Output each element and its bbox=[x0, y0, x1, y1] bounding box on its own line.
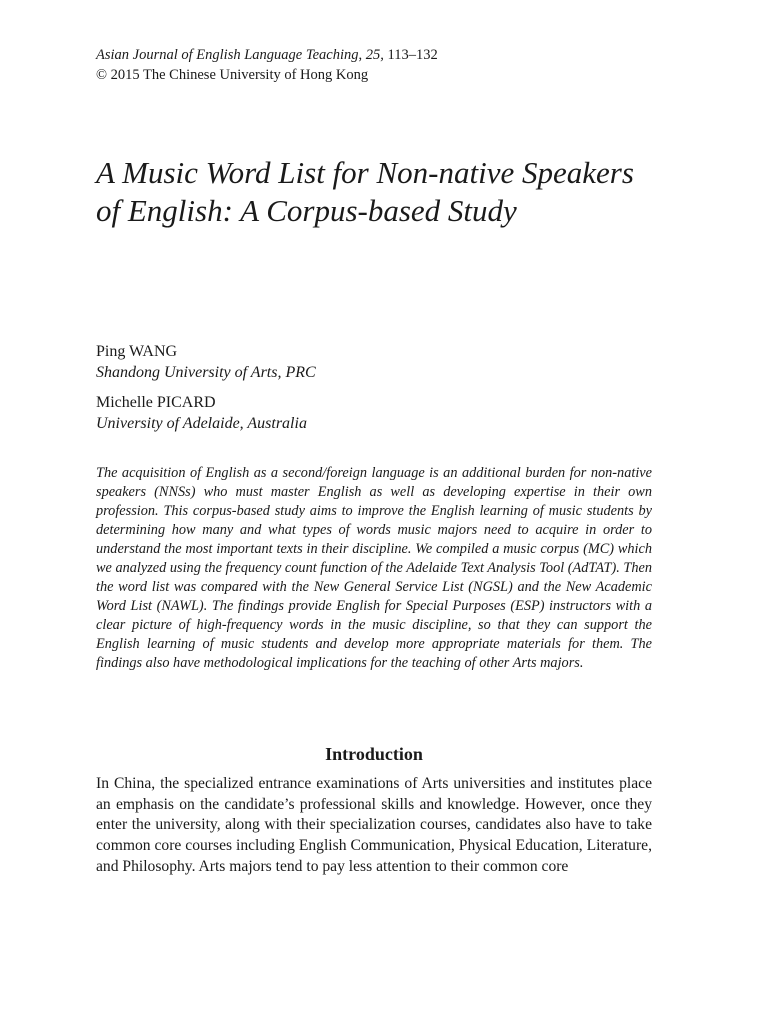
copyright-line: © 2015 The Chinese University of Hong Kong bbox=[96, 67, 369, 83]
author-name: Ping WANG bbox=[96, 343, 178, 360]
paper-page bbox=[96, 0, 652, 1024]
paper-title: A Music Word List for Non-native Speakers of English: A Corpus-based Study bbox=[96, 155, 634, 228]
journal-header bbox=[96, 45, 438, 85]
abstract: The acquisition of English as a second/foreign language is an additional burden for non-native speakers (NNSs) who must master English as well as developing expertise in their own profession. This corpus-based study aims to improve the English learning of music students by determining how many and what types of words music majors need to acquire in order to understand the most important texts in their discipline. We compiled a music corpus (MC) which we analyzed using the frequency count function of the Adelaide Text Analysis Tool (AdTAT). Then the word list was compared with the New General Service List (NGSL) and the New Academic Word List (NAWL). The findings provide English for Special Purposes (ESP) instructors with a clear picture of high-frequency words in the music discipline, so that they can support the English learning of music students and develop more appropriate materials for them. The findings also have methodological implications for the teaching of other Arts majors. bbox=[96, 465, 652, 671]
body-paragraph: In China, the specialized entrance examinations of Arts universities and institutes place an emphasis on the candidate’s professional skills and knowledge. However, once they enter the university, along with their specialization courses, candidates also have to take common core courses including English Communication, Physical Education, Literature, and Philosophy. Arts majors tend to pay less attention to their common core bbox=[96, 775, 652, 875]
author-block bbox=[96, 392, 316, 434]
author-list bbox=[96, 341, 316, 443]
journal-citation: Asian Journal of English Language Teaching, 25, 113–132 bbox=[96, 47, 438, 63]
journal-pages: 113–132 bbox=[387, 47, 438, 63]
author-block bbox=[96, 341, 316, 383]
journal-name: Asian Journal of English Language Teaching bbox=[96, 47, 359, 63]
author-name: Michelle PICARD bbox=[96, 394, 216, 411]
section-heading: Introduction bbox=[325, 744, 423, 764]
author-affiliation: Shandong University of Arts, PRC bbox=[96, 364, 316, 381]
author-affiliation: University of Adelaide, Australia bbox=[96, 415, 307, 432]
journal-volume: 25, bbox=[365, 47, 384, 63]
